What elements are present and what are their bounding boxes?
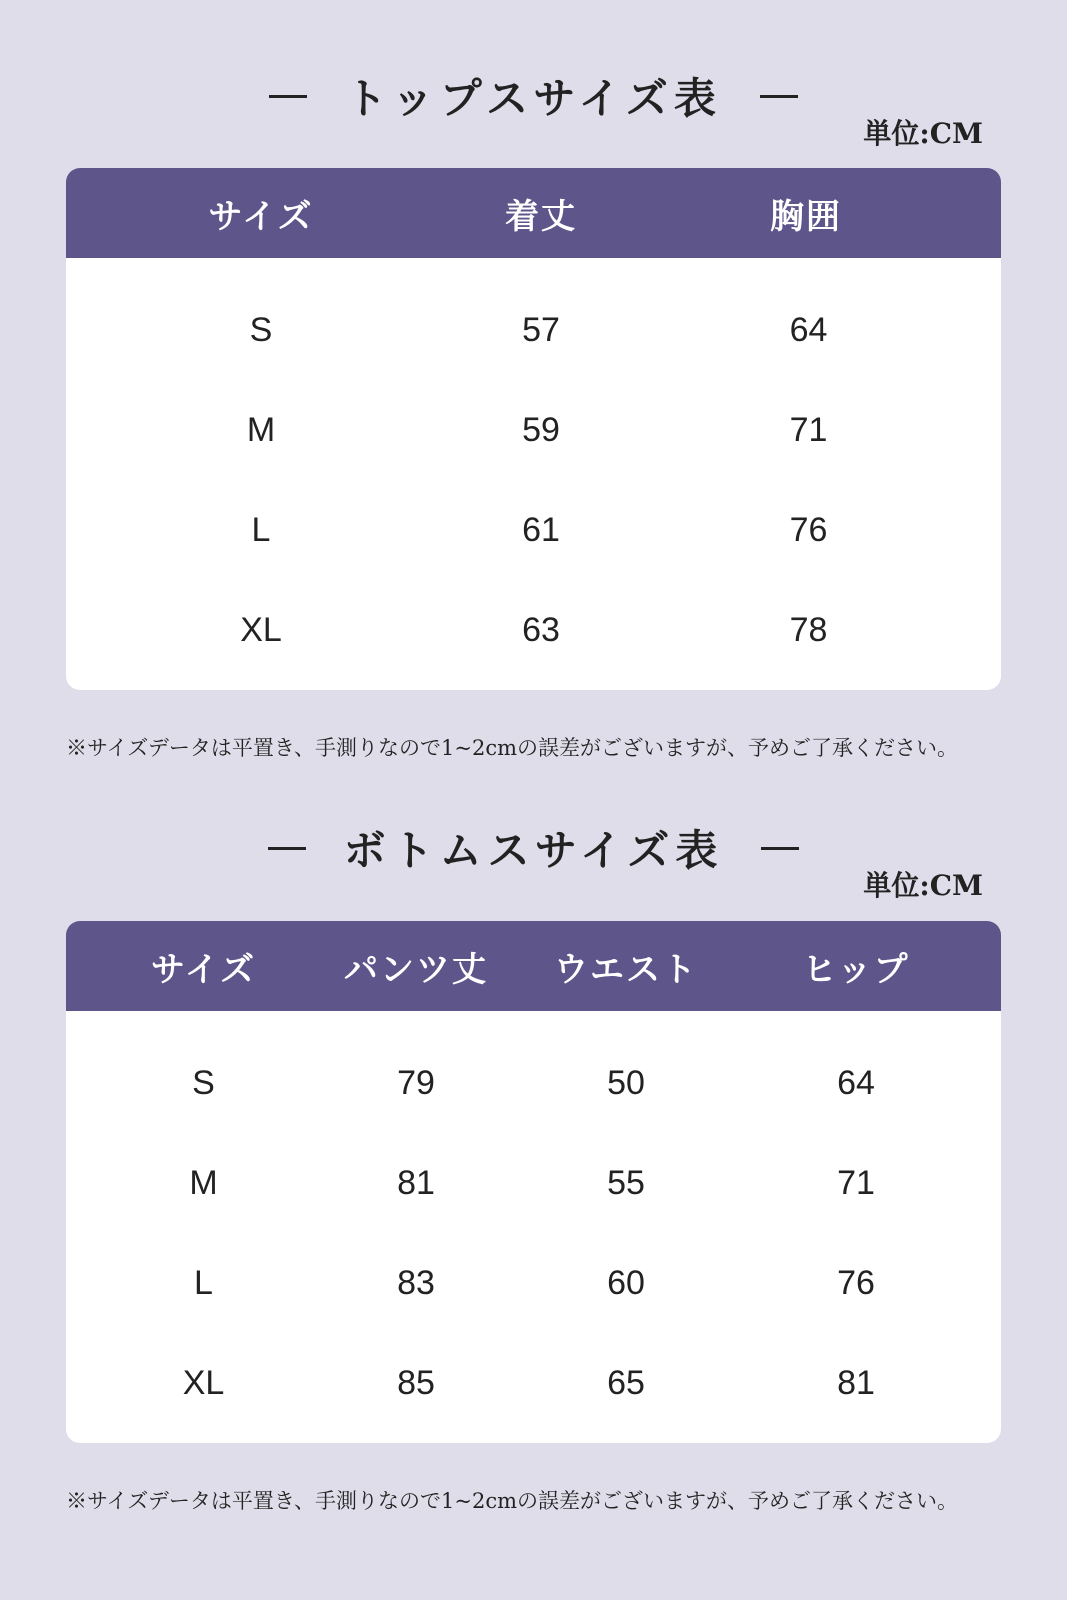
header-size: サイズ [208,196,314,237]
title-dash-left [268,847,306,850]
bottoms-size-table [66,921,1001,1443]
cell-hip: 64 [837,1063,875,1102]
cell-length: 61 [522,510,560,549]
header-chest: 胸囲 [770,196,842,237]
header-size: サイズ [150,949,257,990]
table-row [66,280,1001,380]
cell-pants-length: 85 [397,1363,435,1402]
header-pants-length: パンツ丈 [344,949,488,990]
table-row [66,580,1001,680]
cell-length: 63 [522,610,560,649]
cell-pants-length: 83 [397,1263,435,1302]
cell-waist: 65 [607,1363,645,1402]
table-row [66,1033,1001,1133]
table-row [66,480,1001,580]
cell-size: L [194,1263,213,1302]
cell-chest: 71 [789,410,828,449]
bottoms-unit-label: 単位:CM [863,869,983,902]
cell-length: 57 [522,310,560,349]
cell-chest: 64 [789,310,828,349]
table-row [66,380,1001,480]
bottoms-note: ※サイズデータは平置き、手測りなので1~2cmの誤差がございますが、予めご了承ください。 [66,1489,959,1513]
cell-hip: 81 [837,1363,875,1402]
tops-size-table [66,168,1001,690]
bottoms-table-header [66,921,1001,1011]
header-length: 着丈 [505,196,577,237]
cell-chest: 78 [789,610,828,649]
table-row [66,1233,1001,1333]
title-dash-right [760,95,798,98]
cell-chest: 76 [789,510,828,549]
title-dash-right [761,847,799,850]
cell-waist: 60 [607,1263,645,1302]
cell-length: 59 [522,410,560,449]
title-dash-left [269,95,307,98]
header-waist: ウエスト [554,949,698,990]
header-hip: ヒップ [802,949,910,990]
cell-pants-length: 79 [397,1063,435,1102]
cell-size: M [189,1163,218,1202]
tops-unit-label: 単位:CM [863,117,983,150]
table-row [66,1333,1001,1433]
cell-pants-length: 81 [397,1163,435,1202]
cell-size: L [251,510,271,549]
cell-size: XL [182,1363,225,1402]
cell-waist: 55 [607,1163,645,1202]
table-row [66,1133,1001,1233]
cell-size: XL [240,610,282,649]
cell-size: S [192,1063,215,1102]
bottoms-title: ボトムスサイズ表 [343,826,724,875]
tops-note: ※サイズデータは平置き、手測りなので1~2cmの誤差がございますが、予めご了承ください。 [66,736,959,760]
cell-size: S [249,310,273,349]
tops-table-header [66,168,1001,258]
cell-hip: 76 [837,1263,875,1302]
tops-title: トップスサイズ表 [345,74,722,123]
cell-waist: 50 [607,1063,645,1102]
cell-hip: 71 [837,1163,875,1202]
cell-size: M [246,410,276,449]
